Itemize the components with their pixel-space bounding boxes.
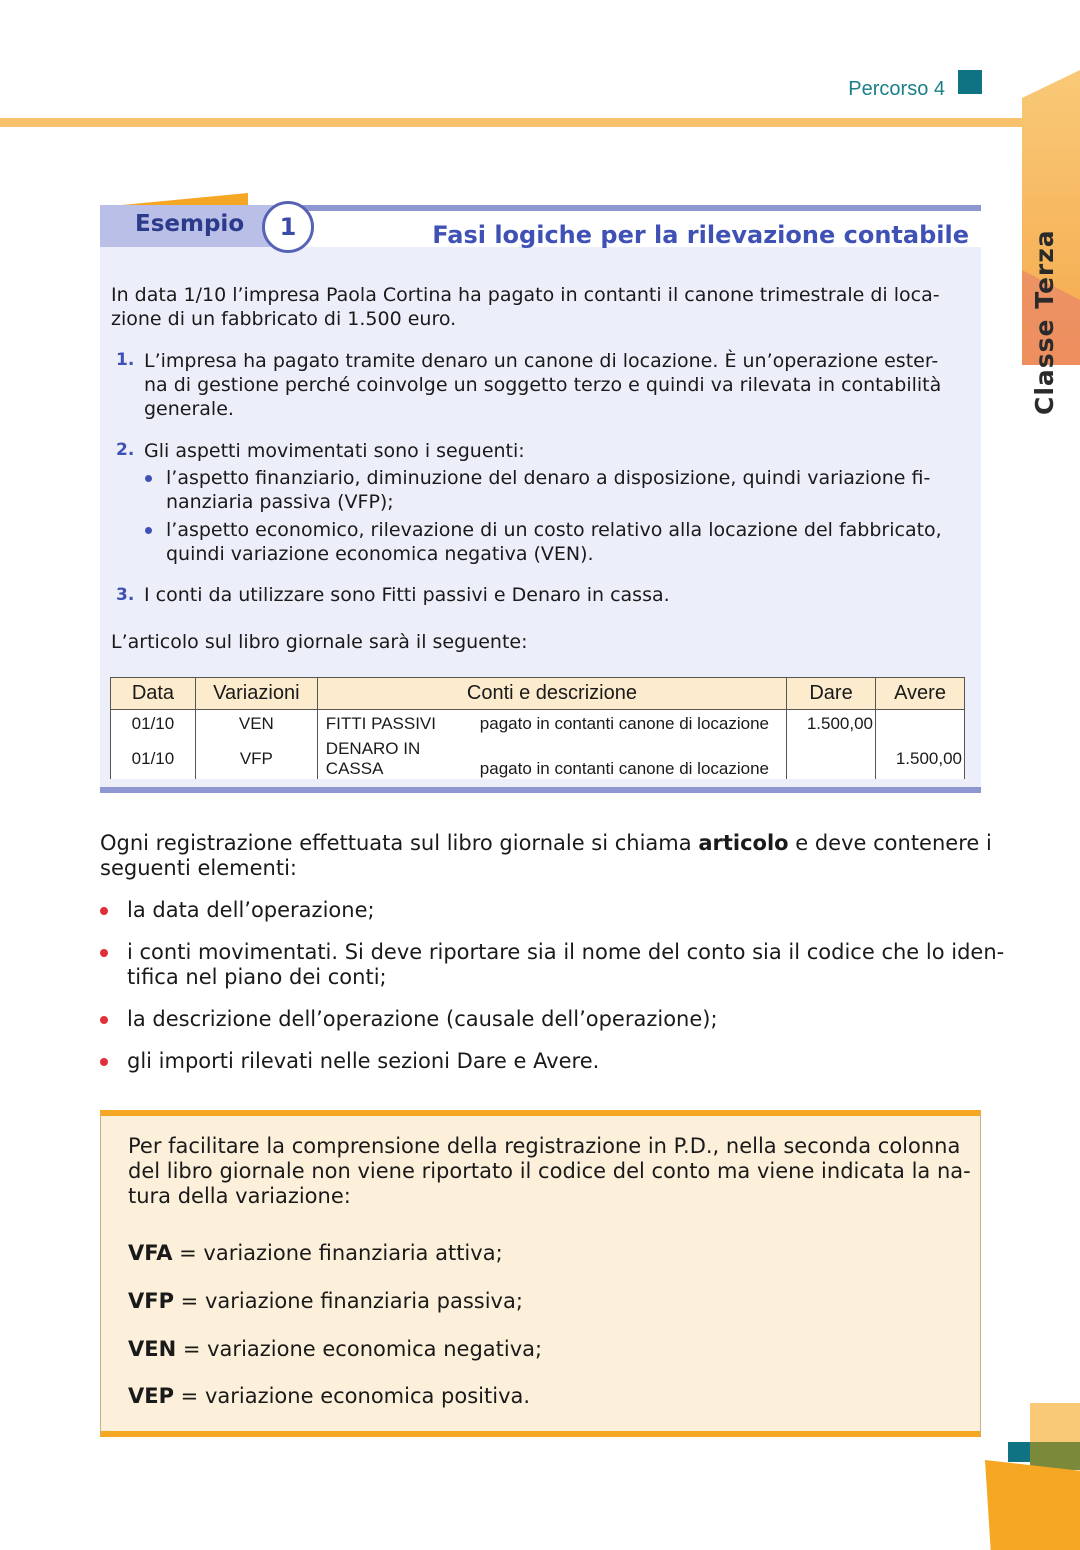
step-line: Gli aspetti movimentati sono i seguenti: bbox=[144, 440, 525, 462]
column-header: Conti e descrizione bbox=[317, 678, 786, 710]
definition-text: = variazione finanziaria attiva; bbox=[172, 1241, 503, 1265]
note-line: Per facilitare la comprensione della registrazione in P.D., nella seconda colonna bbox=[128, 1134, 961, 1158]
table-row bbox=[111, 739, 965, 779]
table-row bbox=[111, 710, 965, 739]
corner-decoration bbox=[985, 1460, 1080, 1550]
corner-decoration bbox=[1030, 1403, 1080, 1443]
list-item: gli importi rilevati nelle sezioni Dare e Avere. bbox=[127, 1049, 600, 1073]
section-label: Percorso 4 bbox=[848, 78, 945, 100]
step-bullet-line: quindi variazione economica negativa (VEN). bbox=[166, 543, 594, 565]
bullet-icon bbox=[145, 527, 152, 534]
journal-intro: L’articolo sul libro giornale sarà il seguente: bbox=[111, 631, 528, 653]
account-name: FITTI PASSIVI bbox=[325, 714, 436, 734]
step-line: L’impresa ha pagato tramite denaro un canone di locazione. È un’operazione ester- bbox=[144, 350, 939, 372]
definition-item bbox=[128, 1289, 523, 1313]
bullet-icon bbox=[100, 1016, 108, 1024]
cell-date: 01/10 bbox=[111, 739, 196, 779]
column-header: Data bbox=[111, 678, 196, 710]
step-number: 2. bbox=[116, 440, 135, 460]
definition-text: = variazione economica positiva. bbox=[174, 1384, 531, 1408]
bullet-icon bbox=[145, 475, 152, 482]
definition-code: VFA bbox=[128, 1241, 173, 1265]
list-item: la data dell’operazione; bbox=[127, 898, 375, 922]
cell-dare bbox=[787, 739, 876, 779]
corner-decoration bbox=[1008, 1442, 1030, 1462]
definition-item bbox=[128, 1337, 542, 1361]
list-item: i conti movimentati. Si deve riportare sia il nome del conto sia il codice che lo iden- bbox=[127, 940, 1005, 964]
account-description: pagato in contanti canone di locazione bbox=[479, 714, 770, 734]
definition-code: VEN bbox=[128, 1337, 177, 1361]
cell-date: 01/10 bbox=[111, 710, 196, 739]
corner-decoration bbox=[1030, 1442, 1080, 1470]
bullet-icon bbox=[100, 949, 108, 957]
cell-variation: VFP bbox=[195, 739, 317, 779]
cell-dare: 1.500,00 bbox=[787, 710, 876, 739]
account-name: DENARO IN CASSA bbox=[325, 738, 421, 778]
step-number: 3. bbox=[116, 585, 135, 605]
column-header: Dare bbox=[787, 678, 876, 710]
step-bullet-line: nanziaria passiva (VFP); bbox=[166, 491, 394, 513]
step-line: na di gestione perché coinvolge un soggetto terzo e quindi va rilevata in contabilità bbox=[144, 374, 942, 396]
cell-variation: VEN bbox=[195, 710, 317, 739]
definition-code: VEP bbox=[128, 1384, 174, 1408]
definition-item bbox=[128, 1384, 530, 1408]
journal-table bbox=[110, 677, 965, 779]
step-bullet-line: l’aspetto finanziario, diminuzione del denaro a disposizione, quindi variazione fi- bbox=[166, 467, 931, 489]
account-description: pagato in contanti canone di locazione bbox=[479, 758, 770, 778]
side-tab bbox=[1022, 70, 1080, 415]
body-paragraph-line bbox=[100, 831, 992, 856]
example-number-badge: 1 bbox=[262, 201, 314, 253]
section-square-icon bbox=[958, 70, 984, 96]
body-bold-term: articolo bbox=[698, 831, 789, 855]
definition-code: VFP bbox=[128, 1289, 174, 1313]
definition-text: = variazione finanziaria passiva; bbox=[174, 1289, 523, 1313]
column-header: Avere bbox=[876, 678, 965, 710]
column-header: Variazioni bbox=[195, 678, 317, 710]
note-line: del libro giornale non viene riportato il codice del conto ma viene indicata la na- bbox=[128, 1159, 971, 1183]
cell-avere: 1.500,00 bbox=[876, 739, 965, 779]
step-bullet-line: l’aspetto economico, rilevazione di un costo relativo alla locazione del fabbricato, bbox=[166, 519, 942, 541]
table-header-row bbox=[111, 678, 965, 710]
example-title: Fasi logiche per la rilevazione contabile bbox=[432, 221, 969, 249]
body-paragraph-line: seguenti elementi: bbox=[100, 856, 297, 880]
list-item-continued: tifica nel piano dei conti; bbox=[127, 965, 387, 989]
bullet-icon bbox=[100, 1058, 108, 1066]
list-item: la descrizione dell’operazione (causale dell’operazione); bbox=[127, 1007, 718, 1031]
note-line: tura della variazione: bbox=[128, 1184, 351, 1208]
header-rule bbox=[0, 118, 1022, 127]
cell-avere bbox=[876, 710, 965, 739]
cell-account bbox=[317, 710, 786, 739]
definition-item bbox=[128, 1241, 503, 1265]
bullet-icon bbox=[100, 907, 108, 915]
side-tab-label: Classe Terza bbox=[1030, 229, 1059, 415]
step-line: I conti da utilizzare sono Fitti passivi e Denaro in cassa. bbox=[144, 584, 670, 606]
step-number: 1. bbox=[116, 350, 135, 370]
step-line: generale. bbox=[144, 398, 234, 420]
body-text-span: e deve contenere i bbox=[788, 831, 992, 855]
example-label: Esempio bbox=[135, 211, 245, 237]
body-text-span: Ogni registrazione effettuata sul libro giornale si chiama bbox=[100, 831, 699, 855]
example-intro-line: zione di un fabbricato di 1.500 euro. bbox=[111, 308, 457, 330]
cell-account bbox=[317, 739, 786, 779]
example-intro-line: In data 1/10 l’impresa Paola Cortina ha pagato in contanti il canone trimestrale di loca- bbox=[111, 284, 940, 306]
definition-text: = variazione economica negativa; bbox=[176, 1337, 543, 1361]
